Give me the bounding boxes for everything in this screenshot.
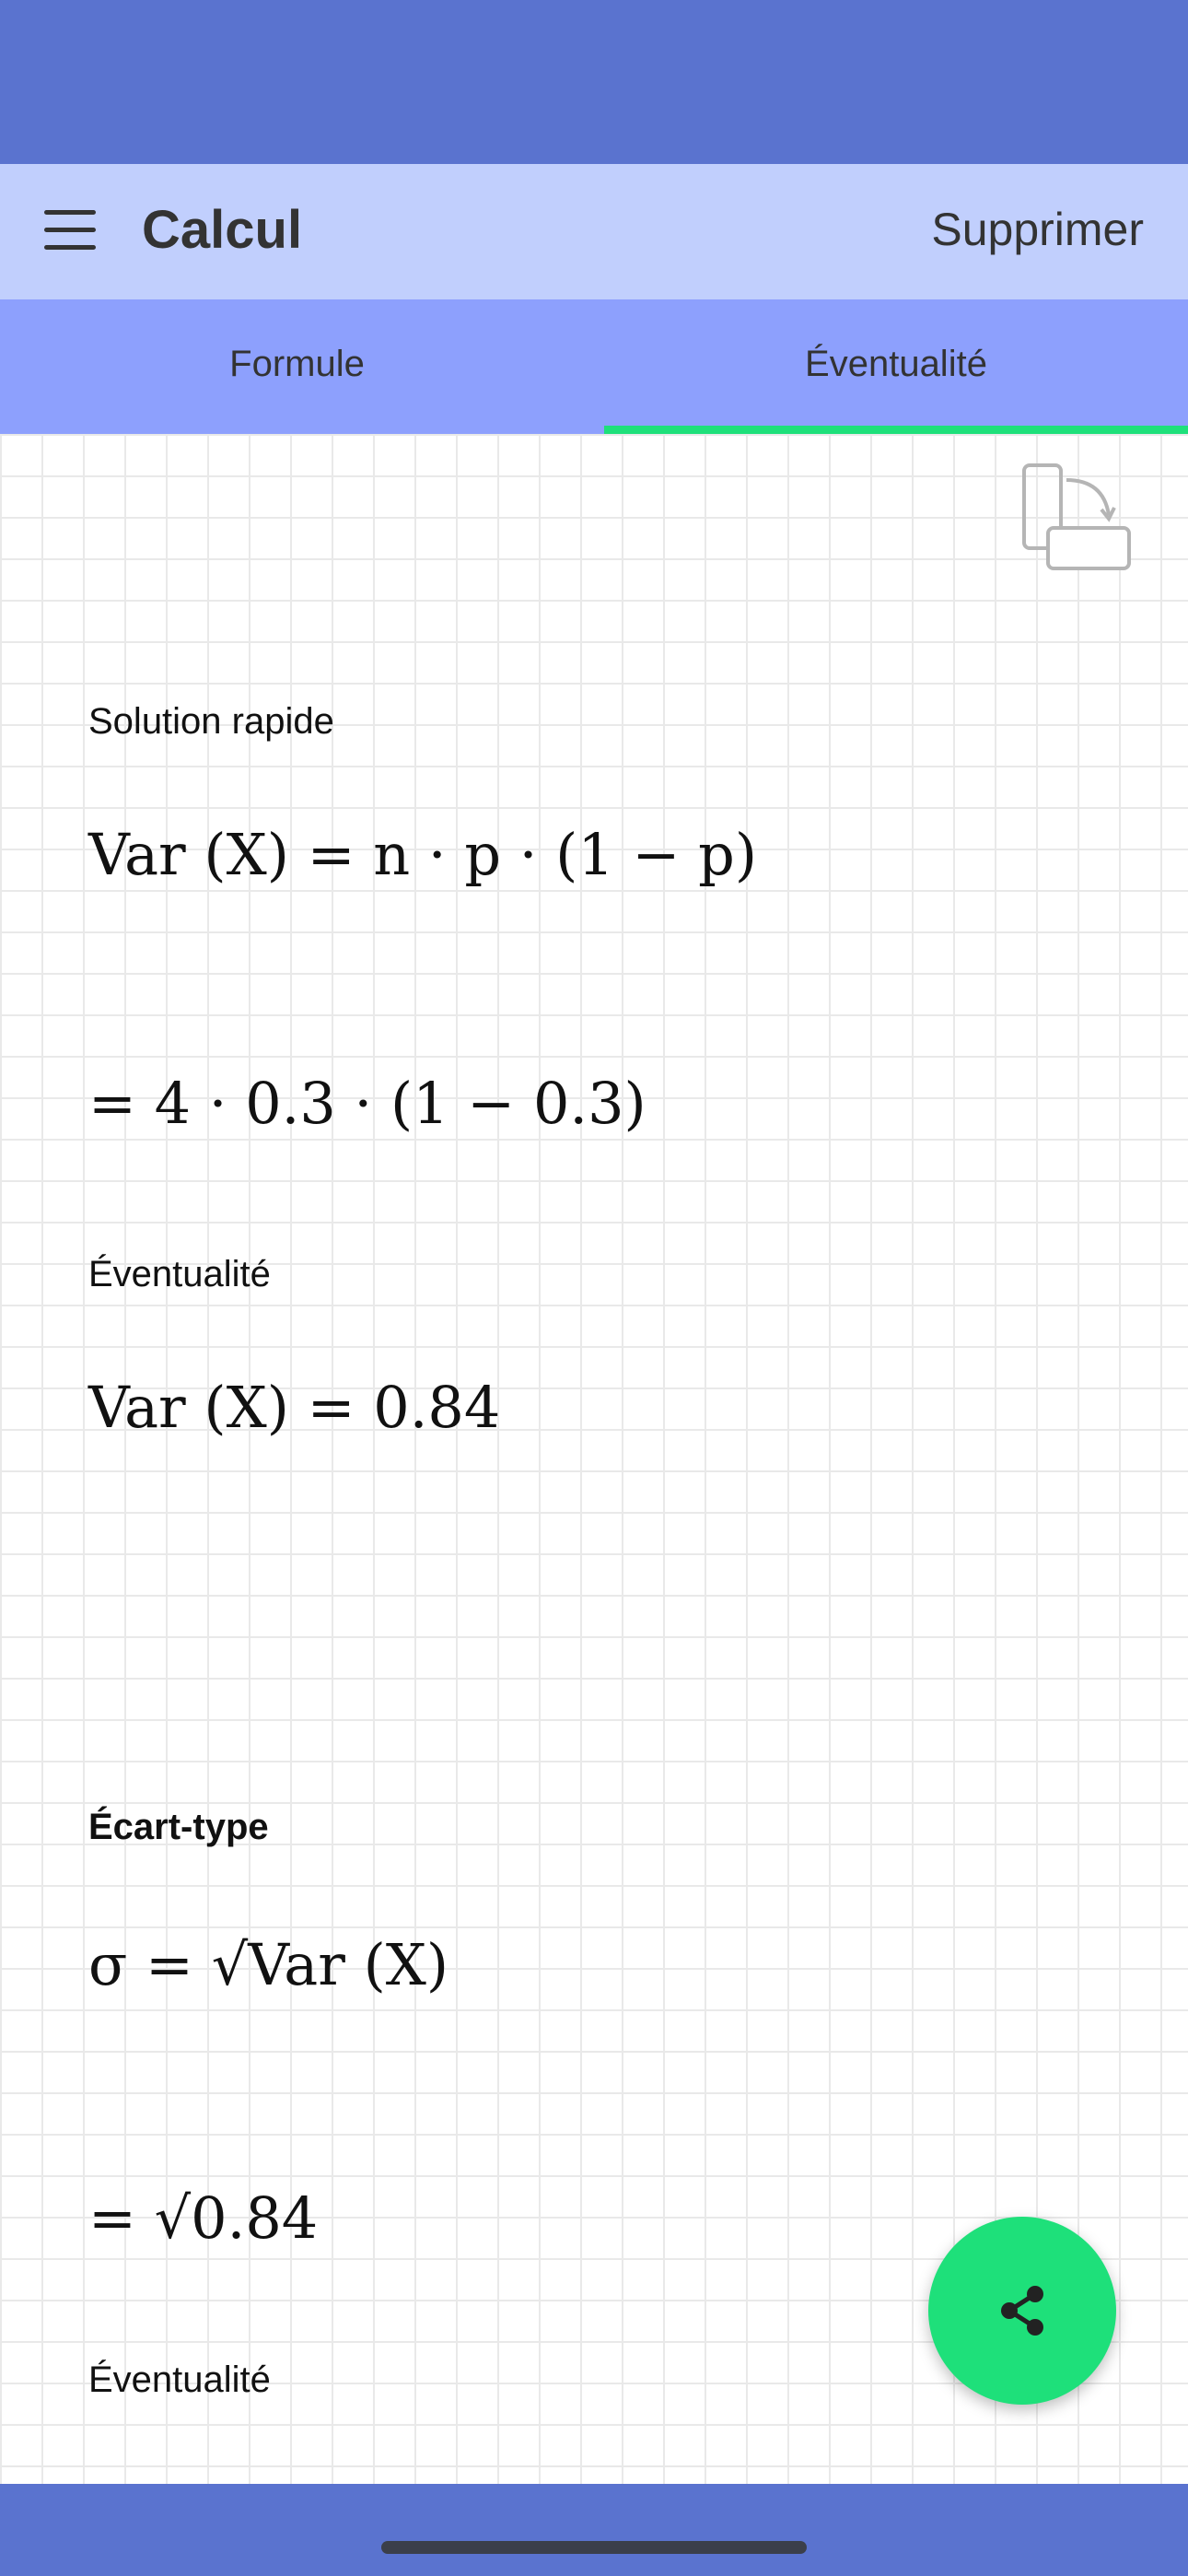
- std-dev-result-label: Éventualité: [88, 2359, 271, 2400]
- std-dev-heading: Écart-type: [88, 1807, 269, 1847]
- status-bar: [0, 0, 1188, 164]
- home-indicator[interactable]: [381, 2541, 807, 2554]
- result-content[interactable]: [0, 434, 1188, 2484]
- tab-bar: [0, 299, 1188, 434]
- variance-result-label: Éventualité: [88, 1254, 271, 1294]
- tab-eventualite[interactable]: Éventualité: [805, 343, 987, 384]
- variance-formula: Var (X) = n · p · (1 − p): [88, 821, 758, 888]
- delete-button[interactable]: Supprimer: [931, 204, 1144, 255]
- std-dev-formula: σ = √Var (X): [88, 1931, 449, 1998]
- app-bar: [0, 164, 1188, 299]
- page-title: Calcul: [142, 200, 303, 260]
- navigation-bar: [0, 2484, 1188, 2576]
- variance-result: Var (X) = 0.84: [88, 1374, 501, 1441]
- active-tab-indicator: [604, 426, 1188, 434]
- rotate-device-icon[interactable]: [1020, 462, 1135, 577]
- hamburger-menu-icon[interactable]: [44, 210, 96, 251]
- share-button[interactable]: [928, 2217, 1116, 2405]
- std-dev-substitution: = √0.84: [88, 2184, 319, 2252]
- share-icon: [993, 2281, 1052, 2340]
- variance-substitution: = 4 · 0.3 · (1 − 0.3): [88, 1070, 646, 1137]
- quick-solution-label: Solution rapide: [88, 701, 334, 742]
- tab-formule[interactable]: Formule: [229, 343, 365, 384]
